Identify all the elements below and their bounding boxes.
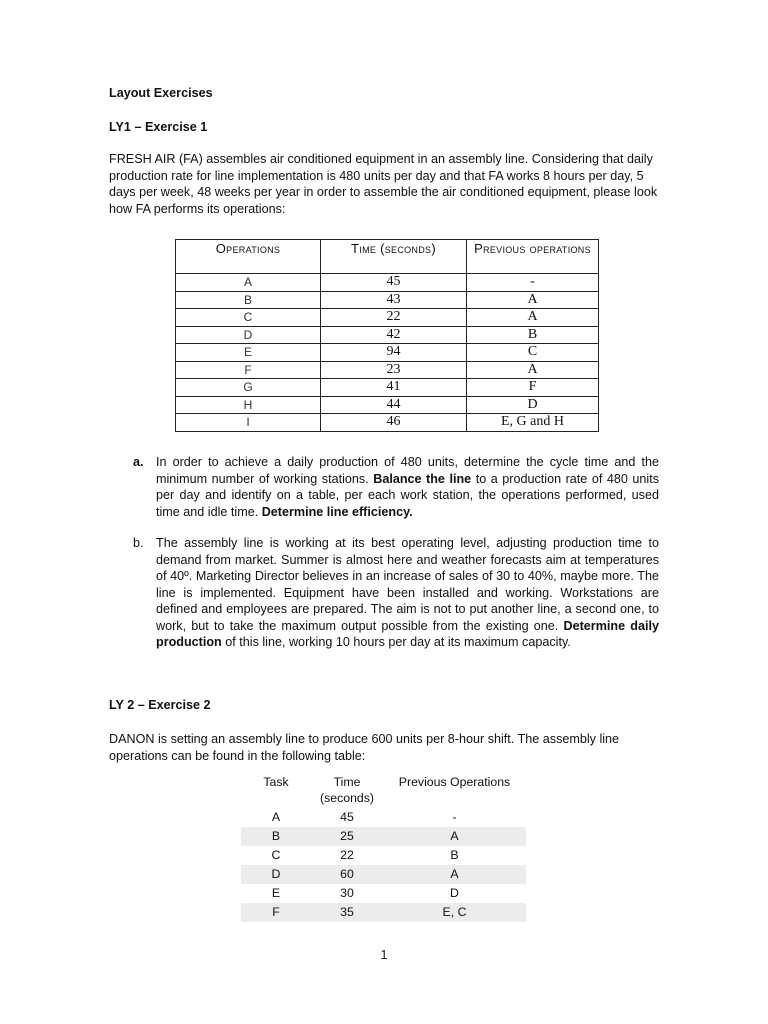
cell-time: 43	[321, 291, 467, 309]
cell-time: 22	[340, 848, 354, 862]
cell-time: 41	[321, 379, 467, 397]
cell-previous: C	[467, 344, 599, 362]
cell-time: 44	[321, 396, 467, 414]
cell-previous: A	[467, 309, 599, 327]
cell-time: 25	[311, 827, 383, 846]
column-header-previous-text: Previous operations	[474, 241, 591, 256]
column-header-time: Time (seconds)	[321, 240, 467, 274]
cell-operation: G	[176, 379, 321, 397]
table-row	[241, 846, 526, 865]
page-number: 1	[380, 948, 388, 962]
column-header-time	[311, 774, 383, 808]
column-header-previous: Previous Operations	[398, 775, 511, 789]
cell-operation: H	[176, 396, 321, 414]
cell-task: C	[271, 848, 281, 862]
cell-time: 23	[321, 361, 467, 379]
exercise-1-heading: LY1 – Exercise 1	[109, 120, 208, 134]
table-row	[176, 361, 599, 379]
cell-operation: E	[176, 344, 321, 362]
table-row	[176, 344, 599, 362]
question-a-text-part2: to a production rate of 480 units per day and identify on a table, per each work station, the operations performed, used time and idle time.	[156, 471, 659, 519]
cell-time: 46	[321, 414, 467, 432]
table-row	[241, 808, 526, 827]
table-row	[176, 396, 599, 414]
cell-task: A	[271, 810, 281, 824]
cell-previous: F	[467, 379, 599, 397]
question-a-marker: a.	[133, 455, 144, 469]
question-a-bold-efficiency: Determine line efficiency.	[261, 504, 413, 519]
cell-operation: F	[176, 361, 321, 379]
question-a-bold-balance: Balance the line	[373, 471, 472, 486]
cell-previous: A	[383, 865, 526, 884]
question-b-marker: b.	[133, 536, 144, 550]
exercise-2-intro: DANON is setting an assembly line to produce 600 units per 8-hour shift. The assembly line operations can be found in the following table:	[109, 732, 620, 763]
cell-operation: I	[176, 414, 321, 432]
column-header-task: Task	[263, 775, 289, 789]
table-row	[176, 309, 599, 327]
exercise-1-intro: FRESH AIR (FA) assembles air conditioned equipment in an assembly line. Considering that daily production rate for line implementation is 480 units per day and that FA works 8 hours per day, 5 days per week, 48 weeks per year in order to assemble the air conditioned equipment, please look how FA performs its operations:	[109, 152, 658, 216]
cell-previous: A	[383, 827, 526, 846]
cell-previous: E, G and H	[467, 414, 599, 432]
document-title: Layout Exercises	[109, 86, 213, 100]
cell-task: D	[241, 865, 311, 884]
column-header-operations: Operations	[176, 240, 321, 274]
cell-operation: D	[176, 326, 321, 344]
table-row	[241, 827, 526, 846]
table-row	[176, 326, 599, 344]
table-row	[176, 274, 599, 292]
question-b-text-part1: The assembly line is working at its best operating level, adjusting production time to demand from market. Summer is almost here and weather forecasts aim at temperatures of 40º. Marketing Director believes in an increase of sales of 30 to 40%, maybe more. The line is implemented. Equipment have been installed and working. Workstations are defined and employees are prepared. The aim is not to put another line, a second one, to work, but to take the maximum output possible from the existing one.	[156, 536, 659, 633]
column-header-time-text: Time (seconds)	[320, 775, 374, 805]
cell-previous: B	[450, 848, 459, 862]
cell-previous: -	[467, 274, 599, 292]
table-row	[176, 379, 599, 397]
table-row	[241, 884, 526, 903]
question-b-bold-production: Determine daily production	[156, 618, 659, 649]
table-header-row	[176, 240, 599, 274]
question-b-text-part2: of this line, working 10 hours per day at its maximum capacity.	[221, 635, 571, 649]
table-row	[241, 903, 526, 922]
table-row	[176, 291, 599, 309]
question-a-text-part1: In order to achieve a daily production of 480 units, determine the cycle time and the minimum number of working stations.	[156, 455, 659, 486]
cell-task: E	[271, 886, 281, 900]
cell-previous: E, C	[383, 903, 526, 922]
table-header-row	[241, 774, 526, 808]
cell-time: 35	[311, 903, 383, 922]
exercise-2-tasks-table	[241, 774, 526, 922]
table-row	[241, 865, 526, 884]
cell-previous: A	[467, 361, 599, 379]
cell-time: 30	[340, 886, 354, 900]
cell-time: 60	[311, 865, 383, 884]
cell-operation: B	[176, 291, 321, 309]
cell-time: 42	[321, 326, 467, 344]
table-row	[176, 414, 599, 432]
question-b	[133, 535, 659, 651]
exercise-2-heading: LY 2 – Exercise 2	[109, 698, 211, 712]
question-b-text	[156, 535, 659, 651]
cell-task: F	[241, 903, 311, 922]
cell-previous: B	[467, 326, 599, 344]
cell-time: 94	[321, 344, 467, 362]
cell-previous: D	[467, 396, 599, 414]
cell-previous: -	[452, 810, 457, 824]
cell-operation: C	[176, 309, 321, 327]
cell-time: 45	[340, 810, 354, 824]
question-a-text	[156, 454, 659, 520]
cell-time: 45	[321, 274, 467, 292]
column-header-previous	[467, 240, 599, 274]
cell-task: B	[241, 827, 311, 846]
cell-previous: D	[450, 886, 459, 900]
cell-time: 22	[321, 309, 467, 327]
cell-previous: A	[467, 291, 599, 309]
cell-operation: A	[176, 274, 321, 292]
question-a	[133, 454, 659, 520]
exercise-1-operations-table	[175, 239, 599, 432]
